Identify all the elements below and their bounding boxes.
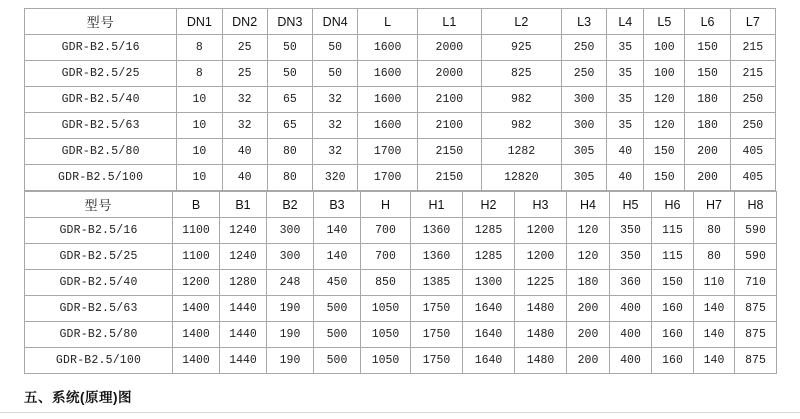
- value-cell: 305: [561, 139, 606, 165]
- value-cell: 320: [313, 165, 358, 191]
- value-cell: 1282: [481, 139, 561, 165]
- column-header: B3: [314, 192, 361, 218]
- value-cell: 1280: [220, 270, 267, 296]
- value-cell: 32: [313, 113, 358, 139]
- value-cell: 1200: [173, 270, 220, 296]
- value-cell: 150: [644, 165, 685, 191]
- value-cell: 140: [694, 322, 735, 348]
- value-cell: 190: [267, 322, 314, 348]
- value-cell: 40: [222, 165, 267, 191]
- column-header: DN4: [313, 9, 358, 35]
- column-header: H7: [694, 192, 735, 218]
- value-cell: 1225: [515, 270, 567, 296]
- value-cell: 140: [694, 296, 735, 322]
- value-cell: 1300: [463, 270, 515, 296]
- value-cell: 115: [652, 218, 694, 244]
- value-cell: 190: [267, 296, 314, 322]
- value-cell: 25: [222, 61, 267, 87]
- value-cell: 350: [610, 244, 652, 270]
- value-cell: 248: [267, 270, 314, 296]
- value-cell: 120: [567, 244, 610, 270]
- value-cell: 180: [685, 113, 730, 139]
- table-row: [25, 35, 776, 61]
- table-row: [25, 348, 777, 374]
- value-cell: 2000: [417, 61, 481, 87]
- value-cell: 1050: [361, 348, 411, 374]
- value-cell: 35: [607, 35, 644, 61]
- model-cell: GDR-B2.5/63: [25, 113, 177, 139]
- value-cell: 590: [735, 244, 777, 270]
- column-header: B1: [220, 192, 267, 218]
- value-cell: 10: [177, 87, 222, 113]
- value-cell: 25: [222, 35, 267, 61]
- value-cell: 1480: [515, 296, 567, 322]
- value-cell: 215: [730, 35, 775, 61]
- value-cell: 2100: [417, 113, 481, 139]
- column-header: H4: [567, 192, 610, 218]
- column-header: 型号: [25, 9, 177, 35]
- value-cell: 305: [561, 165, 606, 191]
- value-cell: 1360: [411, 244, 463, 270]
- value-cell: 40: [222, 139, 267, 165]
- value-cell: 500: [314, 348, 361, 374]
- model-cell: GDR-B2.5/16: [25, 218, 173, 244]
- column-header: DN2: [222, 9, 267, 35]
- value-cell: 1200: [515, 218, 567, 244]
- value-cell: 590: [735, 218, 777, 244]
- value-cell: 982: [481, 113, 561, 139]
- value-cell: 180: [567, 270, 610, 296]
- value-cell: 925: [481, 35, 561, 61]
- value-cell: 50: [313, 35, 358, 61]
- column-header: H3: [515, 192, 567, 218]
- value-cell: 160: [652, 296, 694, 322]
- value-cell: 500: [314, 322, 361, 348]
- table-row: [25, 61, 776, 87]
- value-cell: 500: [314, 296, 361, 322]
- value-cell: 100: [644, 35, 685, 61]
- value-cell: 150: [652, 270, 694, 296]
- table-header-row: [25, 9, 776, 35]
- table-row: [25, 296, 777, 322]
- value-cell: 110: [694, 270, 735, 296]
- value-cell: 160: [652, 322, 694, 348]
- value-cell: 35: [607, 87, 644, 113]
- value-cell: 80: [694, 244, 735, 270]
- value-cell: 120: [567, 218, 610, 244]
- value-cell: 400: [610, 322, 652, 348]
- value-cell: 200: [567, 296, 610, 322]
- value-cell: 1400: [173, 348, 220, 374]
- value-cell: 875: [735, 296, 777, 322]
- dimension-table-1: [24, 8, 776, 191]
- value-cell: 2150: [417, 139, 481, 165]
- table-row: [25, 139, 776, 165]
- value-cell: 190: [267, 348, 314, 374]
- value-cell: 700: [361, 218, 411, 244]
- value-cell: 50: [313, 61, 358, 87]
- column-header: H8: [735, 192, 777, 218]
- value-cell: 10: [177, 113, 222, 139]
- column-header: H6: [652, 192, 694, 218]
- table-row: [25, 113, 776, 139]
- model-cell: GDR-B2.5/63: [25, 296, 173, 322]
- value-cell: 160: [652, 348, 694, 374]
- value-cell: 250: [561, 35, 606, 61]
- table-row: [25, 165, 776, 191]
- value-cell: 350: [610, 218, 652, 244]
- value-cell: 200: [685, 165, 730, 191]
- value-cell: 32: [313, 139, 358, 165]
- value-cell: 150: [644, 139, 685, 165]
- model-cell: GDR-B2.5/80: [25, 139, 177, 165]
- value-cell: 50: [267, 35, 312, 61]
- value-cell: 1360: [411, 218, 463, 244]
- value-cell: 250: [730, 113, 775, 139]
- value-cell: 140: [314, 218, 361, 244]
- value-cell: 150: [685, 35, 730, 61]
- value-cell: 710: [735, 270, 777, 296]
- value-cell: 1400: [173, 322, 220, 348]
- value-cell: 700: [361, 244, 411, 270]
- value-cell: 8: [177, 35, 222, 61]
- value-cell: 80: [267, 165, 312, 191]
- model-cell: GDR-B2.5/100: [25, 165, 177, 191]
- value-cell: 875: [735, 348, 777, 374]
- value-cell: 1050: [361, 296, 411, 322]
- value-cell: 1385: [411, 270, 463, 296]
- value-cell: 400: [610, 296, 652, 322]
- value-cell: 1600: [358, 113, 418, 139]
- column-header: B2: [267, 192, 314, 218]
- column-header: DN3: [267, 9, 312, 35]
- value-cell: 32: [222, 87, 267, 113]
- value-cell: 450: [314, 270, 361, 296]
- value-cell: 200: [567, 322, 610, 348]
- value-cell: 32: [313, 87, 358, 113]
- value-cell: 825: [481, 61, 561, 87]
- model-cell: GDR-B2.5/25: [25, 61, 177, 87]
- column-header: B: [173, 192, 220, 218]
- value-cell: 1400: [173, 296, 220, 322]
- column-header: L6: [685, 9, 730, 35]
- column-header: H5: [610, 192, 652, 218]
- value-cell: 115: [652, 244, 694, 270]
- value-cell: 982: [481, 87, 561, 113]
- model-cell: GDR-B2.5/25: [25, 244, 173, 270]
- value-cell: 1480: [515, 322, 567, 348]
- model-cell: GDR-B2.5/80: [25, 322, 173, 348]
- value-cell: 35: [607, 61, 644, 87]
- column-header: L1: [417, 9, 481, 35]
- value-cell: 80: [267, 139, 312, 165]
- value-cell: 50: [267, 61, 312, 87]
- value-cell: 40: [607, 165, 644, 191]
- column-header: L4: [607, 9, 644, 35]
- value-cell: 875: [735, 322, 777, 348]
- value-cell: 1100: [173, 218, 220, 244]
- value-cell: 80: [694, 218, 735, 244]
- model-cell: GDR-B2.5/40: [25, 87, 177, 113]
- value-cell: 1240: [220, 218, 267, 244]
- value-cell: 150: [685, 61, 730, 87]
- value-cell: 1640: [463, 322, 515, 348]
- value-cell: 1700: [358, 165, 418, 191]
- value-cell: 1100: [173, 244, 220, 270]
- value-cell: 1600: [358, 35, 418, 61]
- value-cell: 12820: [481, 165, 561, 191]
- value-cell: 100: [644, 61, 685, 87]
- value-cell: 180: [685, 87, 730, 113]
- value-cell: 65: [267, 87, 312, 113]
- value-cell: 10: [177, 165, 222, 191]
- value-cell: 1750: [411, 348, 463, 374]
- value-cell: 1600: [358, 61, 418, 87]
- column-header: H1: [411, 192, 463, 218]
- value-cell: 250: [730, 87, 775, 113]
- column-header: DN1: [177, 9, 222, 35]
- value-cell: 200: [685, 139, 730, 165]
- table-row: [25, 244, 777, 270]
- value-cell: 300: [561, 87, 606, 113]
- column-header: L2: [481, 9, 561, 35]
- column-header: H: [361, 192, 411, 218]
- value-cell: 1440: [220, 348, 267, 374]
- column-header: L5: [644, 9, 685, 35]
- section-heading: 五、系统(原理)图: [24, 390, 132, 405]
- value-cell: 140: [694, 348, 735, 374]
- model-cell: GDR-B2.5/40: [25, 270, 173, 296]
- value-cell: 65: [267, 113, 312, 139]
- table-header-row: [25, 192, 777, 218]
- value-cell: 8: [177, 61, 222, 87]
- value-cell: 1440: [220, 322, 267, 348]
- column-header: 型号: [25, 192, 173, 218]
- value-cell: 405: [730, 165, 775, 191]
- value-cell: 2100: [417, 87, 481, 113]
- value-cell: 400: [610, 348, 652, 374]
- table-row: [25, 270, 777, 296]
- value-cell: 1750: [411, 322, 463, 348]
- column-header: L3: [561, 9, 606, 35]
- dimension-table-2: [24, 191, 777, 374]
- value-cell: 1200: [515, 244, 567, 270]
- table-row: [25, 322, 777, 348]
- value-cell: 120: [644, 87, 685, 113]
- value-cell: 1285: [463, 218, 515, 244]
- table-row: [25, 218, 777, 244]
- value-cell: 1440: [220, 296, 267, 322]
- value-cell: 200: [567, 348, 610, 374]
- value-cell: 300: [561, 113, 606, 139]
- model-cell: GDR-B2.5/16: [25, 35, 177, 61]
- column-header: L: [358, 9, 418, 35]
- horizontal-divider: [0, 412, 800, 413]
- value-cell: 1640: [463, 296, 515, 322]
- value-cell: 10: [177, 139, 222, 165]
- value-cell: 2000: [417, 35, 481, 61]
- value-cell: 1285: [463, 244, 515, 270]
- model-cell: GDR-B2.5/100: [25, 348, 173, 374]
- value-cell: 850: [361, 270, 411, 296]
- value-cell: 1050: [361, 322, 411, 348]
- value-cell: 1240: [220, 244, 267, 270]
- value-cell: 120: [644, 113, 685, 139]
- value-cell: 360: [610, 270, 652, 296]
- value-cell: 215: [730, 61, 775, 87]
- value-cell: 2150: [417, 165, 481, 191]
- value-cell: 300: [267, 218, 314, 244]
- value-cell: 1750: [411, 296, 463, 322]
- value-cell: 250: [561, 61, 606, 87]
- value-cell: 35: [607, 113, 644, 139]
- value-cell: 1700: [358, 139, 418, 165]
- column-header: L7: [730, 9, 775, 35]
- value-cell: 140: [314, 244, 361, 270]
- column-header: H2: [463, 192, 515, 218]
- value-cell: 1640: [463, 348, 515, 374]
- value-cell: 300: [267, 244, 314, 270]
- value-cell: 32: [222, 113, 267, 139]
- table-row: [25, 87, 776, 113]
- value-cell: 1600: [358, 87, 418, 113]
- value-cell: 405: [730, 139, 775, 165]
- value-cell: 40: [607, 139, 644, 165]
- value-cell: 1480: [515, 348, 567, 374]
